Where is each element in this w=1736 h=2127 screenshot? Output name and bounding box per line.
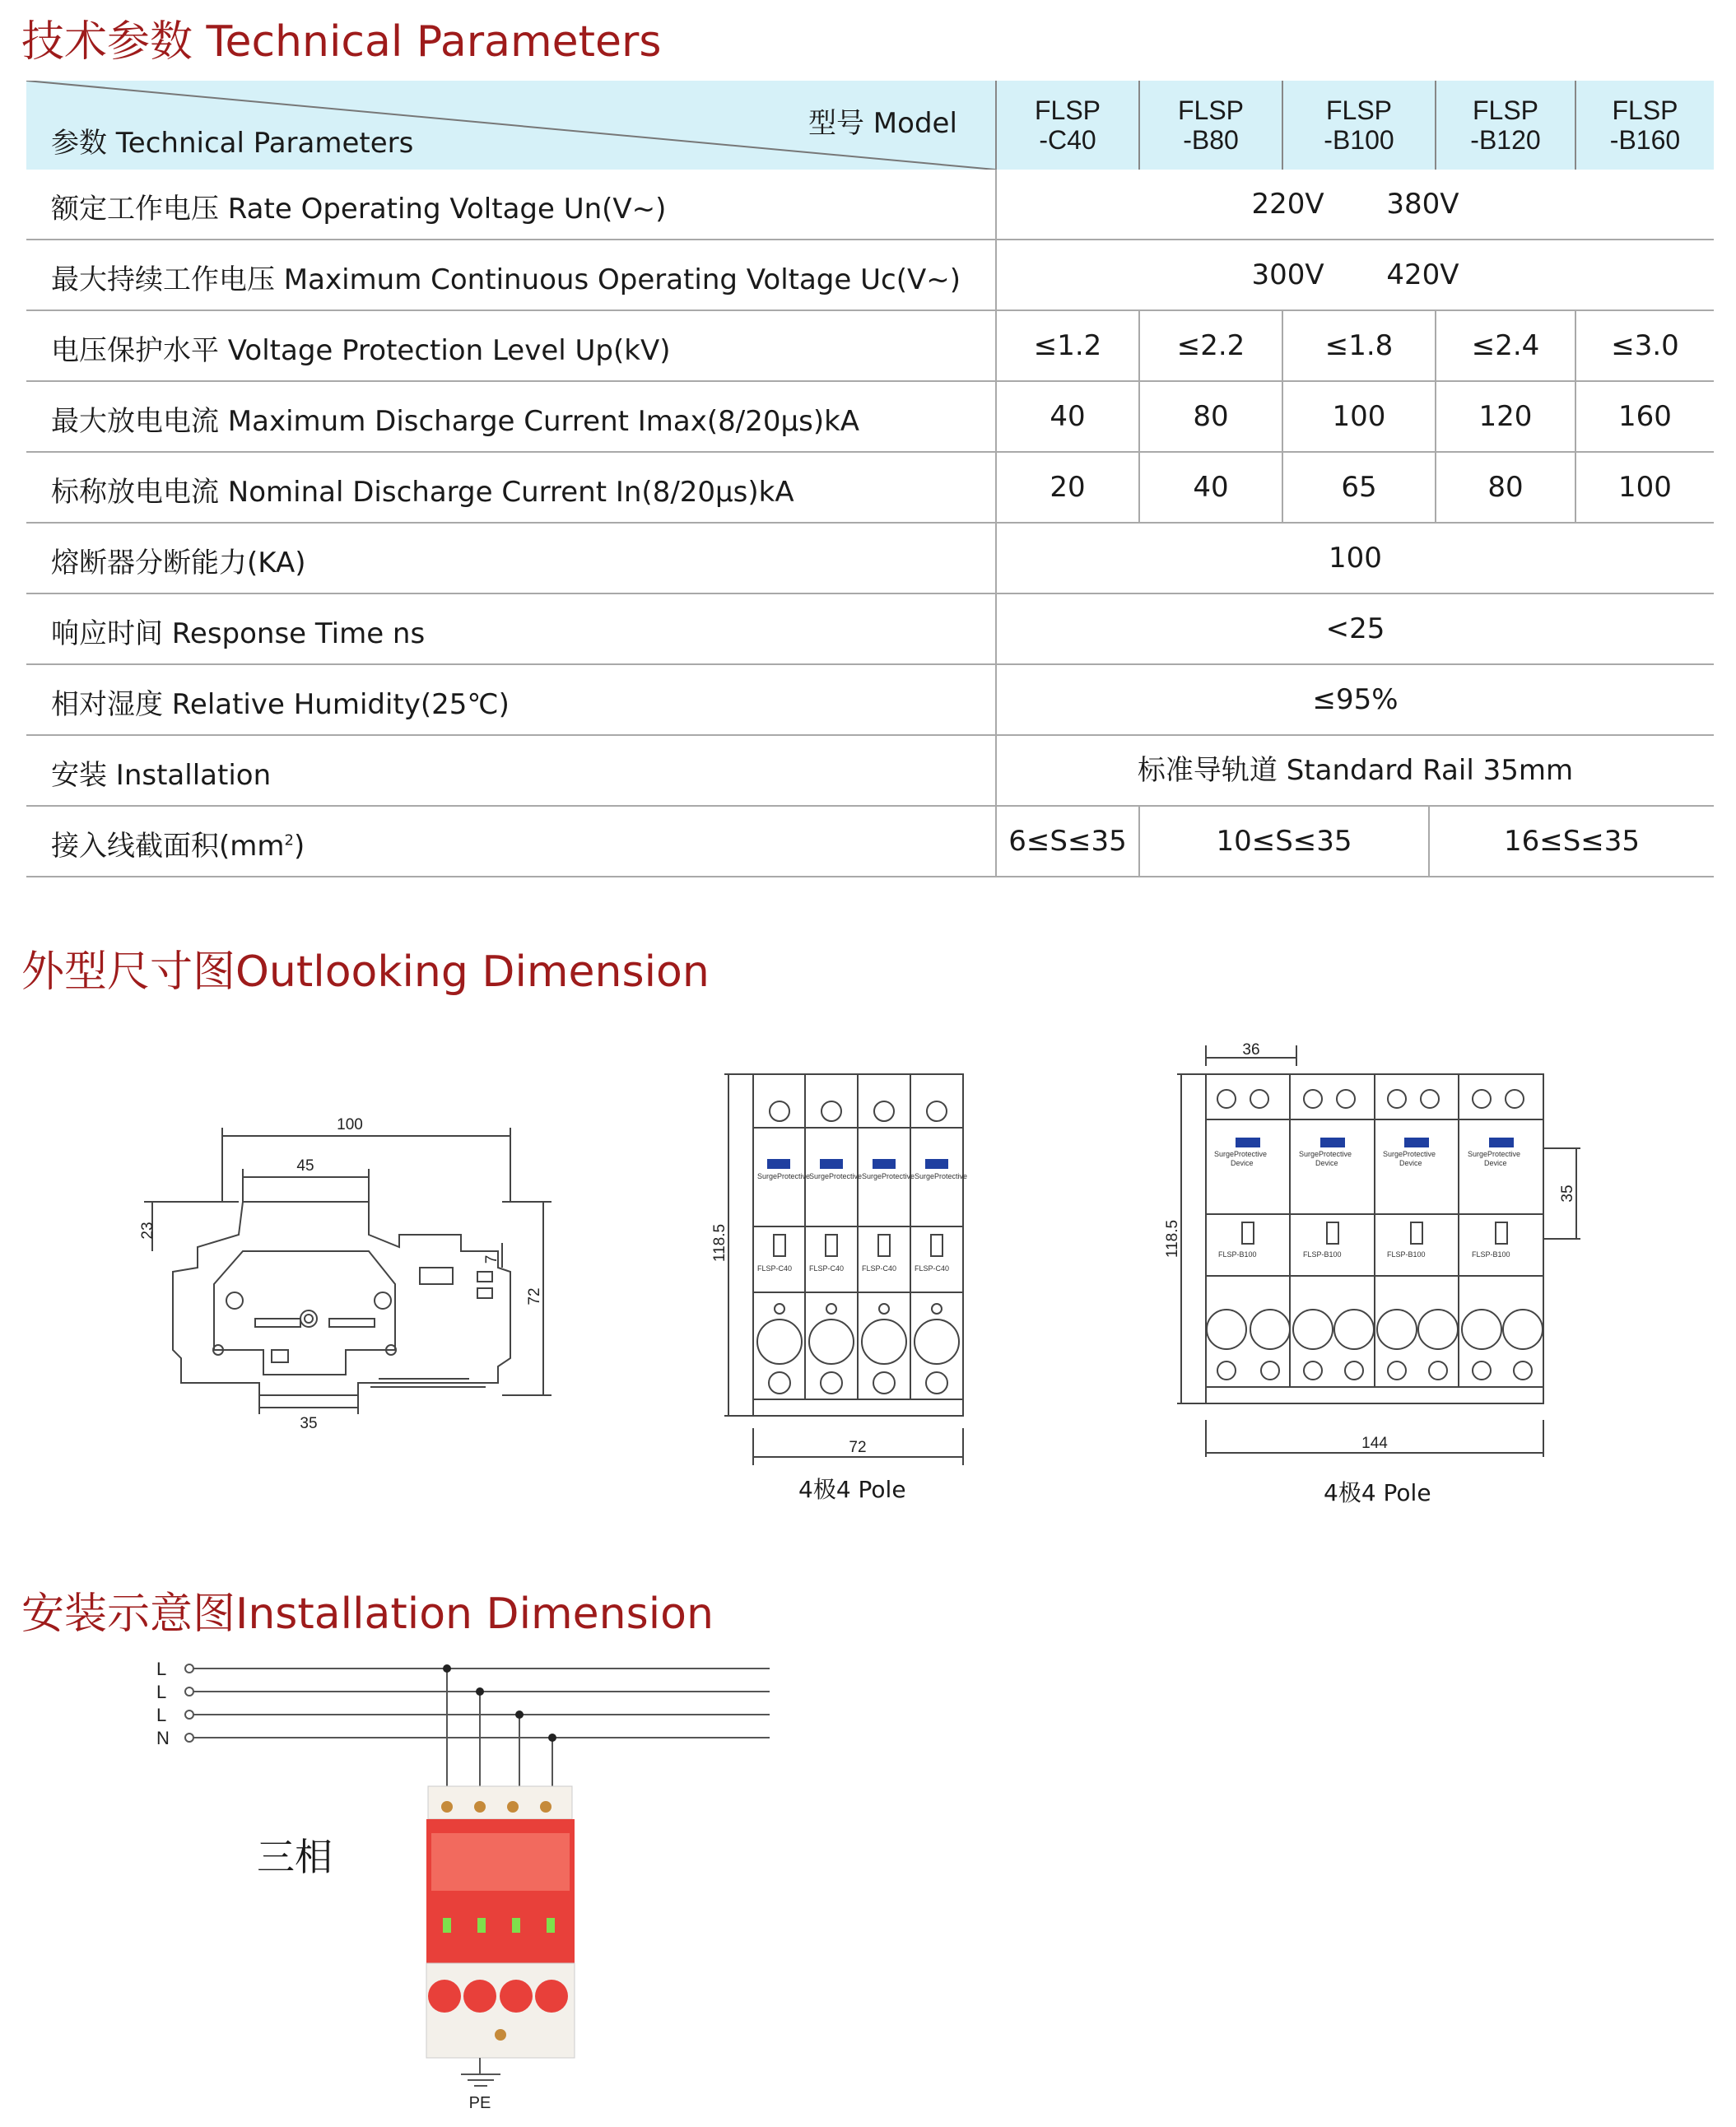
value-cell: ≤3.0: [1611, 329, 1679, 362]
table-row: [26, 807, 1714, 877]
table-row: [26, 665, 1714, 736]
dim-23-label: 23: [139, 1222, 156, 1240]
brand-label: SurgeProtective: [862, 1172, 915, 1180]
line-label: L: [156, 1682, 167, 1702]
model-col-b160: FLSP -B160: [1609, 95, 1681, 155]
line-label: N: [156, 1728, 170, 1748]
module-label: FLSP-C40: [757, 1264, 793, 1273]
table-row: [26, 170, 1714, 240]
table-row: [26, 382, 1714, 453]
brand-label: SurgeProtective: [1214, 1150, 1268, 1158]
dim-36-label: 36: [1242, 1041, 1260, 1059]
table-header: [26, 81, 1714, 170]
row-label: 安装 Installation: [51, 759, 272, 792]
dim-7-label: 7: [483, 1254, 500, 1264]
header-model-label: 型号 Model: [808, 107, 957, 140]
model-col-b120: FLSP -B120: [1470, 95, 1541, 155]
dim-35-side-label: 35: [1559, 1185, 1576, 1203]
brand-label-2: Device: [1484, 1159, 1507, 1167]
header-params-label: 参数 Technical Parameters: [51, 127, 414, 160]
row-label: 接入线截面积$(mm^2)$: [51, 830, 305, 863]
dim-144-label: 144: [1361, 1435, 1388, 1452]
value-cell: 80: [1193, 400, 1229, 433]
table-row: [26, 240, 1714, 311]
value-cell: 20: [1050, 471, 1086, 504]
value-cell: 40: [1193, 471, 1229, 504]
brand-label-2: Device: [1399, 1159, 1422, 1167]
value-cell: ≤1.8: [1324, 329, 1394, 362]
value-cell: 10≤S≤35: [1216, 825, 1352, 858]
dim-72-width-label: 72: [849, 1439, 867, 1456]
side-view-drawing: [123, 1103, 568, 1432]
outline-dimension-heading: 外型尺寸图Outlooking Dimension: [21, 947, 710, 997]
table-row: [26, 453, 1714, 524]
dim-118-label: 118.5: [711, 1223, 728, 1263]
tech-params-heading: 技术参数 Technical Parameters: [21, 17, 662, 67]
brand-label: SurgeProtective: [1383, 1150, 1436, 1158]
value-cell: 120: [1478, 400, 1533, 433]
merged-value: 220V 380V: [1251, 188, 1459, 221]
brand-label-2: Device: [1231, 1159, 1254, 1167]
row-label: 相对湿度 Relative Humidity(25℃): [51, 688, 510, 721]
row-label: 最大持续工作电压 Maximum Continuous Operating Voltage Uc(V~): [51, 263, 961, 296]
dim-35-label: 35: [300, 1415, 318, 1432]
module-label: FLSP-C40: [862, 1264, 897, 1273]
table-row: [26, 524, 1714, 594]
brand-label: SurgeProtective: [915, 1172, 968, 1180]
module-label: FLSP-C40: [915, 1264, 950, 1273]
install-dimension-heading: 安装示意图Installation Dimension: [21, 1589, 714, 1639]
merged-value: ≤95%: [1312, 683, 1399, 716]
header-diagonal-cell: [26, 81, 995, 170]
module-label: FLSP-B100: [1387, 1250, 1426, 1259]
installation-diagram: [148, 1650, 790, 2111]
dim-72-label: 72: [526, 1287, 543, 1306]
module-label: FLSP-B100: [1472, 1250, 1510, 1259]
model-col-b80: FLSP -B80: [1177, 95, 1245, 155]
value-cell: ≤1.2: [1033, 329, 1102, 362]
b100-pole-caption: 4极4 Pole: [1324, 1479, 1431, 1506]
merged-value: 标准导轨道 Standard Rail 35mm: [1137, 754, 1574, 787]
merged-value: <25: [1325, 612, 1385, 645]
side-dimension-labels: [139, 1116, 543, 1432]
merged-value: 300V 420V: [1251, 258, 1459, 291]
value-cell: 65: [1341, 471, 1377, 504]
line-label: L: [156, 1705, 167, 1725]
brand-label: SurgeProtective: [1468, 1150, 1521, 1158]
pe-label: PE: [468, 2094, 491, 2111]
dim-45-label: 45: [296, 1157, 314, 1175]
value-cell: 16≤S≤35: [1503, 825, 1641, 858]
table-row: [26, 311, 1714, 382]
brand-label: SurgeProtective: [1299, 1150, 1352, 1158]
dim-100-label: 100: [337, 1116, 363, 1133]
spec-table: [26, 81, 1714, 877]
row-label: 响应时间 Response Time ns: [51, 617, 426, 650]
value-cell: ≤2.2: [1176, 329, 1245, 362]
model-col-b100: FLSP -B100: [1324, 95, 1394, 155]
module-label: FLSP-B100: [1218, 1250, 1257, 1259]
front-view-b100-drawing: [1157, 1041, 1589, 1461]
line-label: L: [156, 1659, 167, 1679]
value-cell: 160: [1618, 400, 1672, 433]
row-label: 额定工作电压 Rate Operating Voltage Un(V~): [51, 193, 667, 226]
module-label: FLSP-B100: [1303, 1250, 1342, 1259]
table-row: [26, 736, 1714, 807]
c40-pole-caption: 4极4 Pole: [798, 1476, 906, 1503]
row-label: 标称放电电流 Nominal Discharge Current In(8/20μs)kA: [51, 476, 794, 509]
dim-118-b-label: 118.5: [1164, 1219, 1181, 1259]
module-label: FLSP-C40: [809, 1264, 845, 1273]
value-cell: 6≤S≤35: [1008, 825, 1127, 858]
row-label: 最大放电电流 Maximum Discharge Current Imax(8/20μs)kA: [51, 405, 860, 438]
value-cell: 80: [1487, 471, 1524, 504]
value-cell: 100: [1618, 471, 1672, 504]
brand-label: SurgeProtective: [809, 1172, 863, 1180]
table-row: [26, 594, 1714, 665]
value-cell: ≤2.4: [1471, 329, 1540, 362]
merged-value: 100: [1329, 542, 1382, 575]
three-phase-label: 三相: [257, 1835, 333, 1879]
value-cell: 40: [1050, 400, 1086, 433]
model-col-c40: FLSP -C40: [1034, 95, 1101, 155]
brand-label: SurgeProtective: [757, 1172, 811, 1180]
row-label: 熔断器分断能力(KA): [51, 547, 306, 579]
value-cell: 100: [1332, 400, 1386, 433]
brand-label-2: Device: [1315, 1159, 1338, 1167]
row-label: 电压保护水平 Voltage Protection Level Up(kV): [51, 334, 671, 367]
front-view-c40-drawing: [700, 1062, 971, 1465]
